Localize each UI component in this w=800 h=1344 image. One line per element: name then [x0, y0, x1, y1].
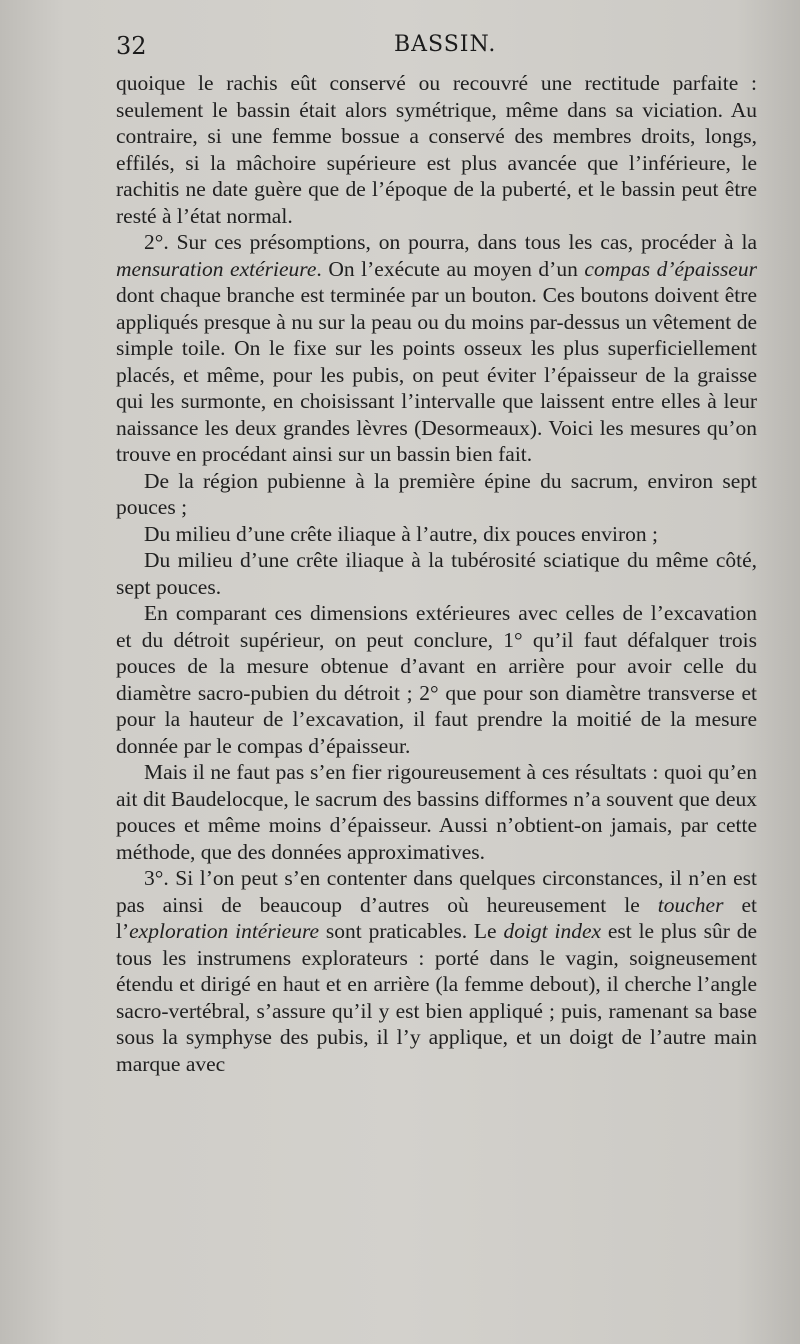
italic-text: compas d’épaisseur: [584, 256, 757, 281]
paragraph: [116, 229, 757, 468]
page-header: [116, 32, 756, 64]
italic-text: doigt index: [503, 919, 602, 943]
text-run: En comparant ces dimensions extérieures avec celles de l’excavation et du détroit supérieur, on peut conclure, 1° qu’il faut défalquer trois pouces de la mesure obtenue d’avant en arrière pour avoir celle du diamètre sacro-pubien du détroit ; 2° que pour son diamètre transverse et pour la hauteur de l’excavation, il faut prendre la moitié de la mesure donnée par le compas d’épaisseur.: [116, 601, 757, 758]
text-run: 3°. Si l’on peut s’en contenter dans quelques circonstances, il n’en est pas ainsi de beaucoup d’autres où heureusement le: [116, 866, 757, 917]
italic-text: mensuration extérieure: [116, 256, 317, 281]
paragraph: [116, 547, 757, 600]
text-run: est le plus sûr de tous les instrumens explorateurs : porté dans le vagin, soigneusement étendu et dirigé en haut et en arrière (la femme debout), il cherche l’angle sacro-vertébral, s’assure qu’il y est bien appliqué ; puis, ramenant sa base sous la symphyse des pubis, il l’y applique, et un doigt de l’autre main marque avec: [116, 919, 758, 1076]
paragraph: [116, 468, 757, 521]
paragraph: [116, 759, 757, 865]
text-run: sont praticables. Le: [319, 919, 504, 943]
paragraph: [116, 70, 757, 229]
paragraph: [116, 600, 757, 759]
italic-text: toucher: [657, 892, 724, 917]
text-run: . On l’exécute au moyen d’un: [316, 256, 585, 281]
text-run: quoique le rachis eût conservé ou recouvré une rectitude parfaite : seulement le bassin était alors symétrique, même dans sa viciation. Au contraire, si une femme bossue a conservé des membres droits, longs, effilés, si la mâchoire supérieure est plus avancée que l’inférieure, le rachitis ne date guère que de l’époque de la puberté, et le bassin peut être resté à l’état normal.: [116, 71, 757, 228]
body-text: [116, 70, 757, 1077]
page-number: 32: [116, 32, 147, 60]
text-run: Du milieu d’une crête iliaque à l’autre, dix pouces environ ;: [144, 521, 659, 546]
paragraph: [116, 865, 757, 1077]
italic-text: exploration intérieure: [129, 919, 320, 943]
text-run: Du milieu d’une crête iliaque à la tubérosité sciatique du même côté, sept pouces.: [116, 548, 757, 599]
text-run: dont chaque branche est terminée par un bouton. Ces boutons doivent être appliqués presque à nu sur la peau ou du moins par-dessus un vêtement de simple toile. On le fixe sur les points osseux les plus superficiellement placés, et même, pour les pubis, on peut éviter l’épaisseur de la graisse qui les surmonte, en choisissant l’intervalle que laissent entre elles à leur naissance les deux grandes lèvres (Desormeaux). Voici les mesures qu’on trouve en procédant ainsi sur un bassin bien fait.: [116, 283, 757, 466]
text-run: Mais il ne faut pas s’en fier rigoureusement à ces résultats : quoi qu’en ait dit Baudelocque, le sacrum des bassins difformes n’a souvent que deux pouces et même moins d’épaisseur. Aussi n’obtient-on jamais, par cette méthode, que des données approximatives.: [116, 760, 757, 864]
text-run: 2°. Sur ces présomptions, on pourra, dans tous les cas, procéder à la: [144, 230, 757, 254]
paragraph: [116, 521, 757, 548]
text-run: et l’: [116, 892, 757, 943]
running-title: BASSIN.: [394, 32, 497, 57]
text-run: De la région pubienne à la première épine du sacrum, environ sept pouces ;: [116, 468, 757, 519]
